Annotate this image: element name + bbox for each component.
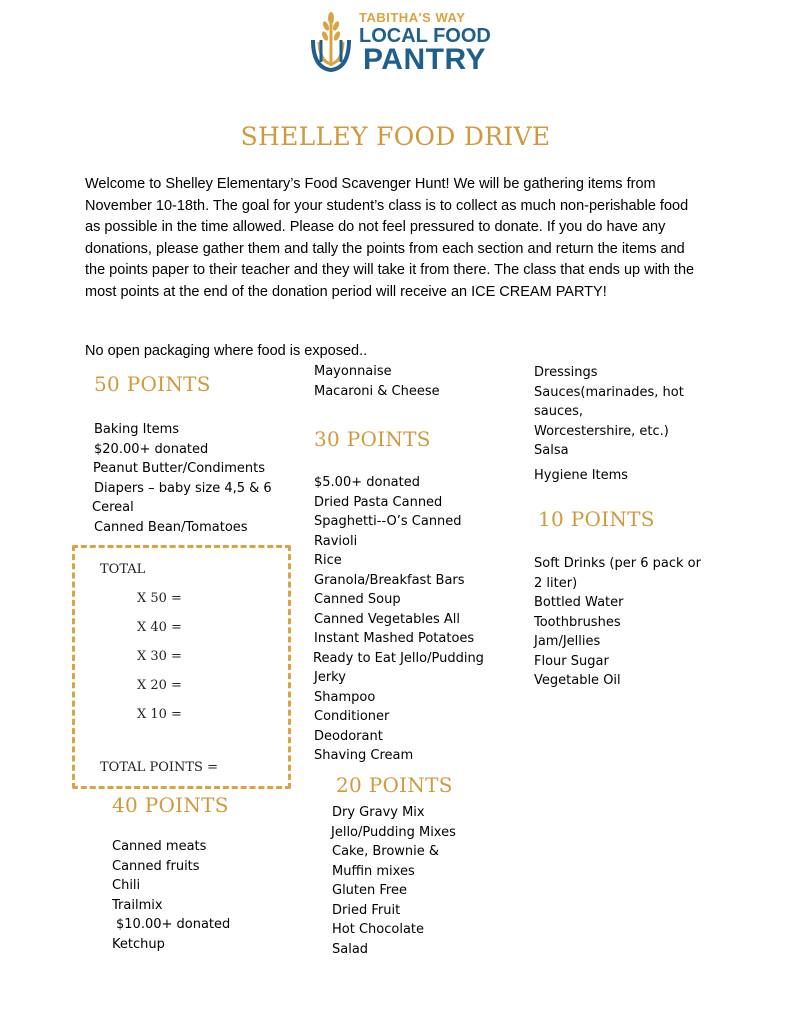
list-30-points-pre bbox=[314, 362, 440, 401]
list-item: $5.00+ donated bbox=[314, 475, 420, 490]
list-item: Rice bbox=[314, 553, 342, 568]
list-item: Mayonnaise bbox=[314, 364, 392, 379]
list-item: Hot Chocolate bbox=[332, 922, 425, 937]
list-item: Granola/Breakfast Bars bbox=[314, 572, 465, 588]
list-item: Canned Soup bbox=[314, 592, 401, 607]
list-item: Jam/Jellies bbox=[534, 634, 601, 649]
tally-box bbox=[72, 545, 291, 789]
tally-row-20: X 20 = bbox=[137, 678, 182, 693]
tally-total-label: TOTAL bbox=[100, 562, 146, 577]
list-item: Soft Drinks (per 6 pack or bbox=[534, 556, 701, 571]
list-item: Shampoo bbox=[314, 689, 376, 705]
list-item: Conditioner bbox=[314, 709, 390, 724]
list-item: Canned Bean/Tomatoes bbox=[94, 519, 248, 535]
list-item: Peanut Butter/Condiments bbox=[93, 461, 266, 476]
list-item: Worcestershire, etc.) bbox=[534, 423, 669, 439]
list-item: Salsa bbox=[534, 443, 569, 458]
list-item: Diapers – baby size 4,5 & 6 bbox=[94, 480, 272, 496]
list-item: Instant Mashed Potatoes bbox=[314, 631, 475, 646]
tally-row-40: X 40 = bbox=[137, 620, 182, 635]
list-50-points bbox=[94, 420, 272, 537]
list-item: Chili bbox=[112, 878, 141, 893]
list-item: Jerky bbox=[314, 670, 346, 685]
heading-10-points: 10 POINTS bbox=[538, 507, 655, 531]
heading-20-points: 20 POINTS bbox=[336, 773, 453, 797]
heading-50-points: 50 POINTS bbox=[94, 372, 211, 396]
tally-row-10: X 10 = bbox=[137, 707, 182, 722]
list-40-points bbox=[112, 837, 230, 954]
list-item: Baking Items bbox=[94, 422, 180, 437]
list-item: Canned fruits bbox=[112, 858, 200, 874]
list-30-points bbox=[314, 473, 484, 766]
list-item: Cereal bbox=[92, 500, 134, 515]
tally-row-50: X 50 = bbox=[137, 591, 182, 606]
list-item: Ketchup bbox=[112, 936, 165, 952]
heading-40-points: 40 POINTS bbox=[112, 793, 229, 817]
logo-text-line2: LOCAL FOOD bbox=[359, 25, 491, 47]
list-item: Ravioli bbox=[314, 533, 358, 549]
list-item: Gluten Free bbox=[332, 883, 407, 898]
list-item: Ready to Eat Jello/Pudding bbox=[313, 650, 484, 666]
list-item: Dressings bbox=[534, 365, 598, 380]
list-item: Dry Gravy Mix bbox=[332, 805, 425, 820]
list-20-points-continued bbox=[534, 363, 684, 485]
list-item: Hygiene Items bbox=[534, 467, 629, 483]
heading-30-points: 30 POINTS bbox=[314, 427, 431, 451]
list-item: Spaghetti--O’s Canned bbox=[314, 514, 462, 529]
logo-text-line1: TABITHA'S WAY bbox=[359, 10, 466, 25]
intro-paragraph: Welcome to Shelley Elementary’s Food Scavenger Hunt! We will be gathering items from November 10-18th. The goal for your student’s class is to collect as much non-perishable food as possible in the time allowed. Please do not feel pressured to donate. If you do have any donations, please gather them and tally the points from each section and return the items and the points paper to their teacher and they will take it from there. The class that ends up with the most points at the end of the donation period will receive an ICE CREAM PARTY! bbox=[85, 176, 695, 300]
list-item: Macaroni & Cheese bbox=[314, 383, 440, 399]
list-item: Jello/Pudding Mixes bbox=[331, 824, 456, 840]
list-item: sauces, bbox=[534, 404, 584, 419]
logo-text-line3: PANTRY bbox=[363, 43, 486, 76]
tally-row-30: X 30 = bbox=[137, 649, 182, 664]
wheat-logo-icon bbox=[305, 10, 357, 76]
list-item: Trailmix bbox=[112, 897, 163, 913]
pantry-logo bbox=[305, 8, 491, 78]
list-item: Salad bbox=[332, 941, 369, 957]
list-item: Dried Fruit bbox=[332, 902, 401, 918]
list-20-points bbox=[332, 803, 456, 959]
list-item: Toothbrushes bbox=[534, 614, 621, 630]
list-10-points bbox=[534, 554, 701, 691]
list-item: 2 liter) bbox=[534, 575, 578, 591]
list-item: Flour Sugar bbox=[534, 653, 609, 669]
list-item: Shaving Cream bbox=[314, 748, 414, 763]
list-item: Dried Pasta Canned bbox=[314, 494, 443, 510]
page-title: SHELLEY FOOD DRIVE bbox=[240, 122, 551, 151]
list-item: Bottled Water bbox=[534, 595, 624, 610]
list-item: Canned meats bbox=[112, 839, 207, 854]
list-item: Sauces(marinades, hot bbox=[534, 384, 684, 400]
list-item: Muffin mixes bbox=[332, 863, 415, 879]
list-item: $10.00+ donated bbox=[116, 917, 231, 932]
list-item: Vegetable Oil bbox=[534, 673, 621, 688]
tally-total-points: TOTAL POINTS = bbox=[100, 760, 218, 775]
list-item: Canned Vegetables All bbox=[314, 611, 460, 627]
list-item: Deodorant bbox=[314, 728, 383, 744]
list-item: $20.00+ donated bbox=[94, 441, 209, 457]
list-item: Cake, Brownie & bbox=[332, 844, 440, 859]
packaging-note: No open packaging where food is exposed.. bbox=[85, 343, 368, 359]
